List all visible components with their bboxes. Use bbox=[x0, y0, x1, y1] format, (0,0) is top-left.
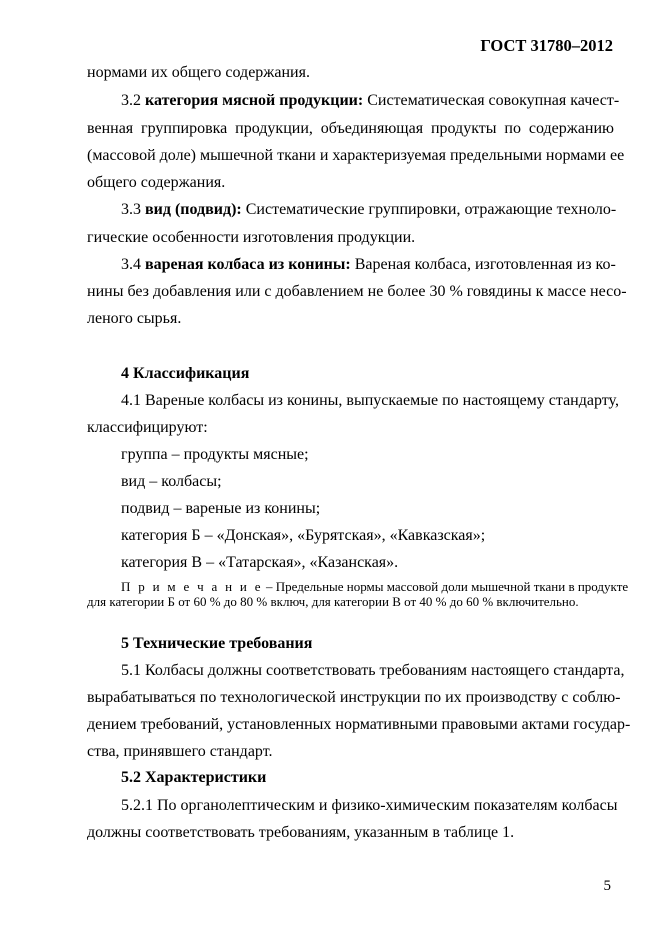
document-header: ГОСТ 31780–2012 bbox=[480, 36, 613, 55]
text-line: вырабатываться по технологической инструкции по их производству с соблю- bbox=[87, 689, 621, 706]
text-line: нины без добавления или с добавлением не более 30 % говядины к массе несо- bbox=[87, 283, 627, 300]
text-line: гические особенности изготовления продукции. bbox=[87, 229, 416, 246]
definition-text: Вареная колбаса, изготовленная из ко- bbox=[350, 256, 616, 273]
text-line: венная группировка продукции, объединяющая продукты по содержанию bbox=[87, 120, 614, 137]
definition-text: Систематическая совокупная качест- bbox=[363, 92, 620, 109]
clause-3-2-line bbox=[121, 91, 620, 111]
classification-item: категория Б – «Донская», «Бурятская», «Кавказская»; bbox=[121, 527, 486, 544]
note-text: – Предельные нормы массовой доли мышечной ткани в продукте bbox=[262, 579, 629, 594]
text-line: ства, принявшего стандарт. bbox=[87, 743, 273, 760]
note-label: П р и м е ч а н и е bbox=[121, 579, 263, 594]
text-line: общего содержания. bbox=[87, 174, 226, 191]
text-line: классифицируют: bbox=[87, 419, 208, 436]
section-5-heading: 5 Технические требования bbox=[121, 635, 313, 652]
text-line: 4.1 Вареные колбасы из конины, выпускаемые по настоящему стандарту, bbox=[121, 392, 619, 409]
text-line: дением требований, установленных нормативными правовыми актами государ- bbox=[87, 716, 631, 733]
text-line: (массовой доле) мышечной ткани и характеризуемая предельными нормами ее bbox=[87, 147, 625, 164]
classification-item: группа – продукты мясные; bbox=[121, 446, 309, 463]
term: вид (подвид): bbox=[145, 201, 242, 218]
text-line: 5.2.1 По органолептическим и физико-химическим показателям колбасы bbox=[121, 797, 618, 814]
text-line: 5.1 Колбасы должны соответствовать требованиям настоящего стандарта, bbox=[121, 662, 625, 679]
section-5-2-heading: 5.2 Характеристики bbox=[121, 769, 267, 786]
clause-3-4-line bbox=[121, 255, 614, 275]
clause-number: 3.4 bbox=[121, 256, 145, 273]
note-line bbox=[121, 579, 629, 595]
clause-number: 3.3 bbox=[121, 201, 145, 218]
classification-item: подвид – вареные из конины; bbox=[121, 500, 321, 517]
term: вареная колбаса из конины: bbox=[145, 256, 351, 273]
text-line: нормами их общего содержания. bbox=[87, 64, 310, 81]
classification-item: вид – колбасы; bbox=[121, 473, 222, 490]
text-line: леного сырья. bbox=[87, 310, 182, 327]
page-number: 5 bbox=[603, 878, 611, 894]
text-line: должны соответствовать требованиям, указанным в таблице 1. bbox=[87, 824, 515, 841]
term: категория мясной продукции: bbox=[145, 92, 364, 109]
definition-text: Систематические группировки, отражающие техноло- bbox=[241, 201, 617, 218]
clause-3-3-line bbox=[121, 200, 617, 220]
clause-number: 3.2 bbox=[121, 92, 145, 109]
section-4-heading: 4 Классификация bbox=[121, 365, 250, 382]
classification-item: категория В – «Татарская», «Казанская». bbox=[121, 554, 399, 571]
note-line: для категории Б от 60 % до 80 % включ, для категории В от 40 % до 60 % включительно. bbox=[87, 594, 579, 609]
